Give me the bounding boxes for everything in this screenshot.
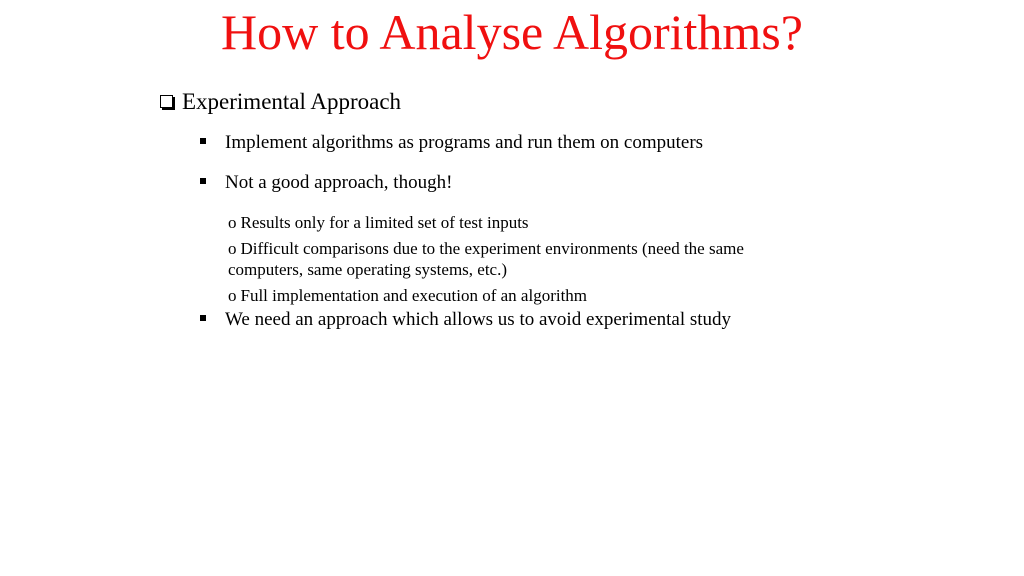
circle-bullet-icon: o [228,286,237,305]
subpoint-comparisons [228,238,744,280]
bullet-text: Not a good approach, though! [225,172,453,193]
subpoint-full-implementation [228,285,587,306]
subpoint-text: Full implementation and execution of an algorithm [240,286,588,305]
subpoint-results [228,212,529,233]
bullet-text: Implement algorithms as programs and run them on computers [225,132,704,153]
bullet-not-good [200,171,452,195]
heading-experimental-approach [160,88,401,116]
bullet-text: We need an approach which allows us to avoid experimental study [225,309,732,330]
square-bullet-icon [200,178,206,184]
subpoint-text-continued: computers, same operating systems, etc.) [228,260,508,279]
square-bullet-icon [200,315,206,321]
slide-title: How to Analyse Algorithms? [221,4,803,60]
bullet-implement [200,131,703,155]
circle-bullet-icon: o [228,239,237,258]
square-bullet-icon [200,138,206,144]
heading-text: Experimental Approach [182,89,402,114]
subpoint-text: Results only for a limited set of test inputs [240,213,529,232]
bullet-avoid-experimental [200,308,731,332]
hollow-square-bullet-icon [160,95,173,108]
subpoint-text: Difficult comparisons due to the experiment environments (need the same [240,239,744,258]
circle-bullet-icon: o [228,213,237,232]
